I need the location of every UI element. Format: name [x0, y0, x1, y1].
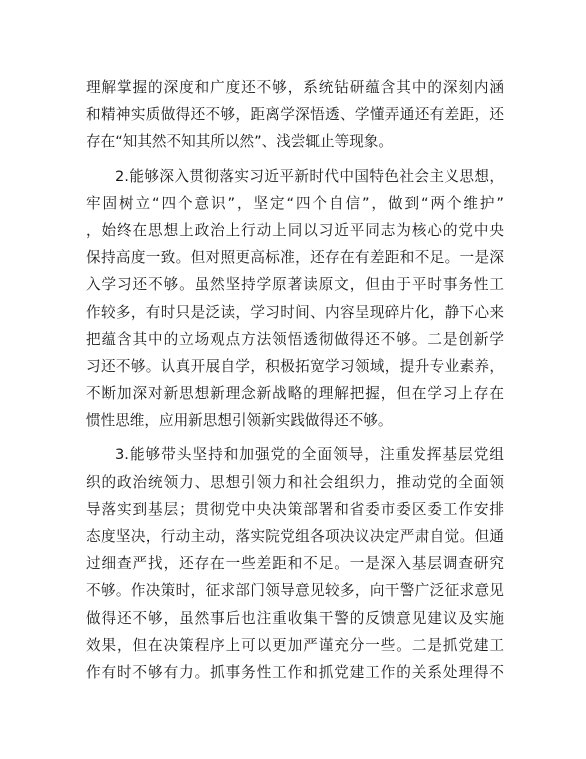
text-line: 2.能够深入贯彻落实习近平新时代中国特色社会主义思想， — [115, 167, 504, 185]
text-line: 惯性思维，应用新思想引领新实践做得还不够。 — [86, 412, 393, 430]
text-line: 习还不够。认真开展自学，积极拓宽学习领域，提升专业素养， — [86, 357, 504, 375]
text-line: 入学习还不够。虽然坚持学原著读原文，但由于平时事务性工 — [86, 276, 504, 294]
text-line: 不断加深对新思想新理念新战略的理解把握，但在学习上存在 — [86, 385, 504, 403]
text-line: 3.能够带头坚持和加强党的全面领导，注重发挥基层党组 — [115, 446, 504, 464]
text-line: 保持高度一致。但对照更高标准，还存在有差距和不足。一是深 — [86, 249, 504, 267]
text-line: 作较多，有时只是泛读，学习时间、内容呈现碎片化，静下心来 — [86, 303, 504, 321]
text-line: ，始终在思想上政治上行动上同以习近平同志为核心的党中央 — [86, 221, 504, 239]
paragraph-1 — [86, 74, 504, 156]
text-line: 把蕴含其中的立场观点方法领悟透彻做得还不够。二是创新学 — [86, 330, 504, 348]
paragraph-2 — [86, 163, 504, 435]
text-line: 导落实到基层；贯彻党中央决策部署和省委市委区委工作安排 — [86, 500, 504, 518]
text-line: 不够。作决策时，征求部门领导意见较多，向干警广泛征求意见 — [86, 582, 504, 600]
text-line: 存在“知其然不知其所以然”、浅尝辄止等现象。 — [86, 133, 393, 151]
paragraph-3 — [86, 441, 504, 686]
document-page — [86, 74, 504, 686]
text-line: 牢固树立“四个意识”，坚定“四个自信”，做到“两个维护” — [86, 194, 504, 212]
text-line: 态度坚决，行动主动，落实院党组各项决议决定严肃自觉。但通 — [86, 528, 504, 545]
text-line: 效果，但在决策程序上可以更加严谨充分一些。二是抓党建工 — [86, 636, 504, 654]
text-line: 和精神实质做得还不够，距离学深悟透、学懂弄通还有差距，还 — [86, 106, 504, 124]
text-line: 理解掌握的深度和广度还不够，系统钻研蕴含其中的深刻内涵 — [86, 79, 504, 96]
text-line: 做得还不够，虽然事后也注重收集干警的反馈意见建议及实施 — [86, 609, 504, 627]
text-line: 过细查严找，还存在一些差距和不足。一是深入基层调查研究 — [86, 555, 504, 573]
text-line: 织的政治统领力、思想引领力和社会组织力，推动党的全面领 — [86, 473, 504, 491]
text-line: 作有时不够有力。抓事务性工作和抓党建工作的关系处理得不 — [86, 663, 504, 681]
